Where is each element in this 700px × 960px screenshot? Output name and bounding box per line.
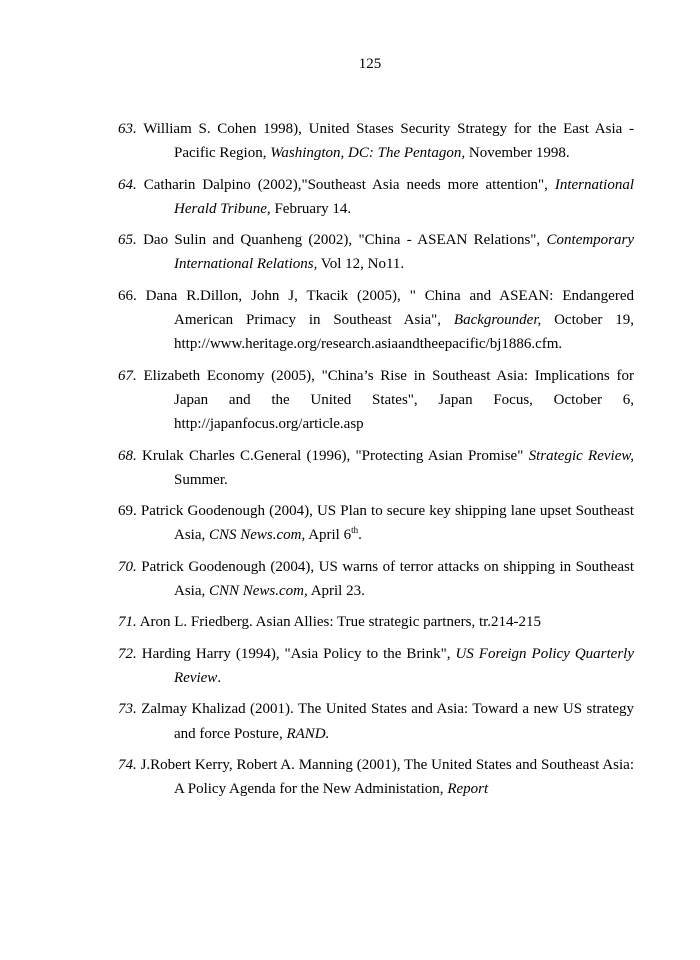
reference-item: [118, 499, 634, 548]
reference-number: 68.: [118, 447, 137, 464]
reference-text: February 14.: [270, 200, 352, 217]
reference-text: Vol 12, No11.: [317, 256, 405, 273]
reference-source: Contemporary International Relations,: [174, 232, 635, 273]
reference-number: 70.: [118, 558, 137, 575]
reference-number: 71.: [118, 614, 137, 631]
reference-text: Summer.: [174, 471, 228, 488]
reference-text: Catharin Dalpino (2002),"Southeast Asia needs more attention",: [143, 176, 555, 193]
reference-item: [118, 642, 634, 691]
reference-item: [118, 173, 634, 222]
reference-text: .: [217, 669, 222, 686]
reference-text: October 19, http://www.heritage.org/research.asiaandtheepacific/bj1886.cfm.: [174, 312, 635, 353]
reference-text: Dana R.Dillon, John J, Tkacik (2005), " China and ASEAN: Endangered American Primacy in Southeast Asia",: [145, 287, 634, 329]
reference-item: [118, 284, 634, 357]
reference-source: Backgrounder,: [453, 312, 542, 329]
reference-source: Washington, DC: The Pentagon,: [270, 145, 466, 162]
reference-item: [118, 697, 634, 746]
reference-number: 72.: [118, 645, 137, 662]
reference-item: [118, 228, 634, 277]
reference-text: Elizabeth Economy (2005), "China’s Rise in Southeast Asia: Implications for Japan and the United States", Japan Focus, October 6, http://japanfocus.org/article.asp: [143, 367, 634, 433]
reference-item: [118, 555, 634, 604]
reference-number: 66.: [118, 287, 137, 304]
reference-item: [118, 364, 634, 437]
reference-text: Dao Sulin and Quanheng (2002), "China - ASEAN Relations",: [143, 232, 547, 249]
reference-text: William S. Cohen 1998), United Stases Security Strategy for the East Asia - Pacific Region,: [143, 121, 634, 162]
reference-source: Strategic Review,: [528, 447, 634, 464]
reference-item: [118, 444, 634, 493]
reference-text: Krulak Charles C.General (1996), "Protecting Asian Promise": [142, 447, 529, 464]
reference-text: April 23.: [307, 583, 365, 600]
reference-number: 63.: [118, 121, 137, 137]
reference-text: Aron L. Friedberg. Asian Allies: True strategic partners, tr.214-215: [139, 614, 542, 631]
reference-number: 65.: [118, 232, 137, 249]
reference-source: International Herald Tribune,: [174, 176, 635, 217]
reference-text: th: [351, 525, 359, 536]
reference-item: [118, 610, 634, 634]
reference-number: 67.: [118, 367, 137, 384]
reference-text: November 1998.: [465, 145, 570, 162]
page-number: 125: [358, 56, 382, 72]
reference-text: .: [358, 527, 362, 544]
reference-text: Patrick Goodenough (2004), US Plan to secure key shipping lane upset Southeast Asia,: [140, 503, 635, 544]
reference-list: [118, 117, 634, 808]
reference-source: RAND.: [286, 725, 330, 742]
reference-text: April 6: [305, 527, 352, 544]
reference-item: [118, 753, 634, 802]
reference-number: 69.: [118, 503, 137, 520]
reference-text: Zalmay Khalizad (2001). The United States and Asia: Toward a new US strategy and force Posture,: [141, 701, 635, 742]
reference-source: Report: [447, 781, 489, 798]
reference-number: 64.: [118, 176, 137, 193]
reference-text: Harding Harry (1994), "Asia Policy to the Brink",: [141, 645, 456, 662]
reference-source: CNS News.com,: [209, 527, 306, 544]
reference-text: Patrick Goodenough (2004), US warns of terror attacks on shipping in Southeast Asia,: [141, 558, 635, 600]
reference-number: 73.: [118, 701, 137, 718]
reference-item: [118, 117, 634, 166]
reference-source: CNN News.com,: [209, 583, 308, 600]
reference-text: J.Robert Kerry, Robert A. Manning (2001), The United States and Southeast Asia: A Policy Agenda for the New Administation,: [140, 756, 634, 798]
reference-source: US Foreign Policy Quarterly Review: [174, 645, 634, 686]
reference-number: 74.: [118, 756, 137, 773]
